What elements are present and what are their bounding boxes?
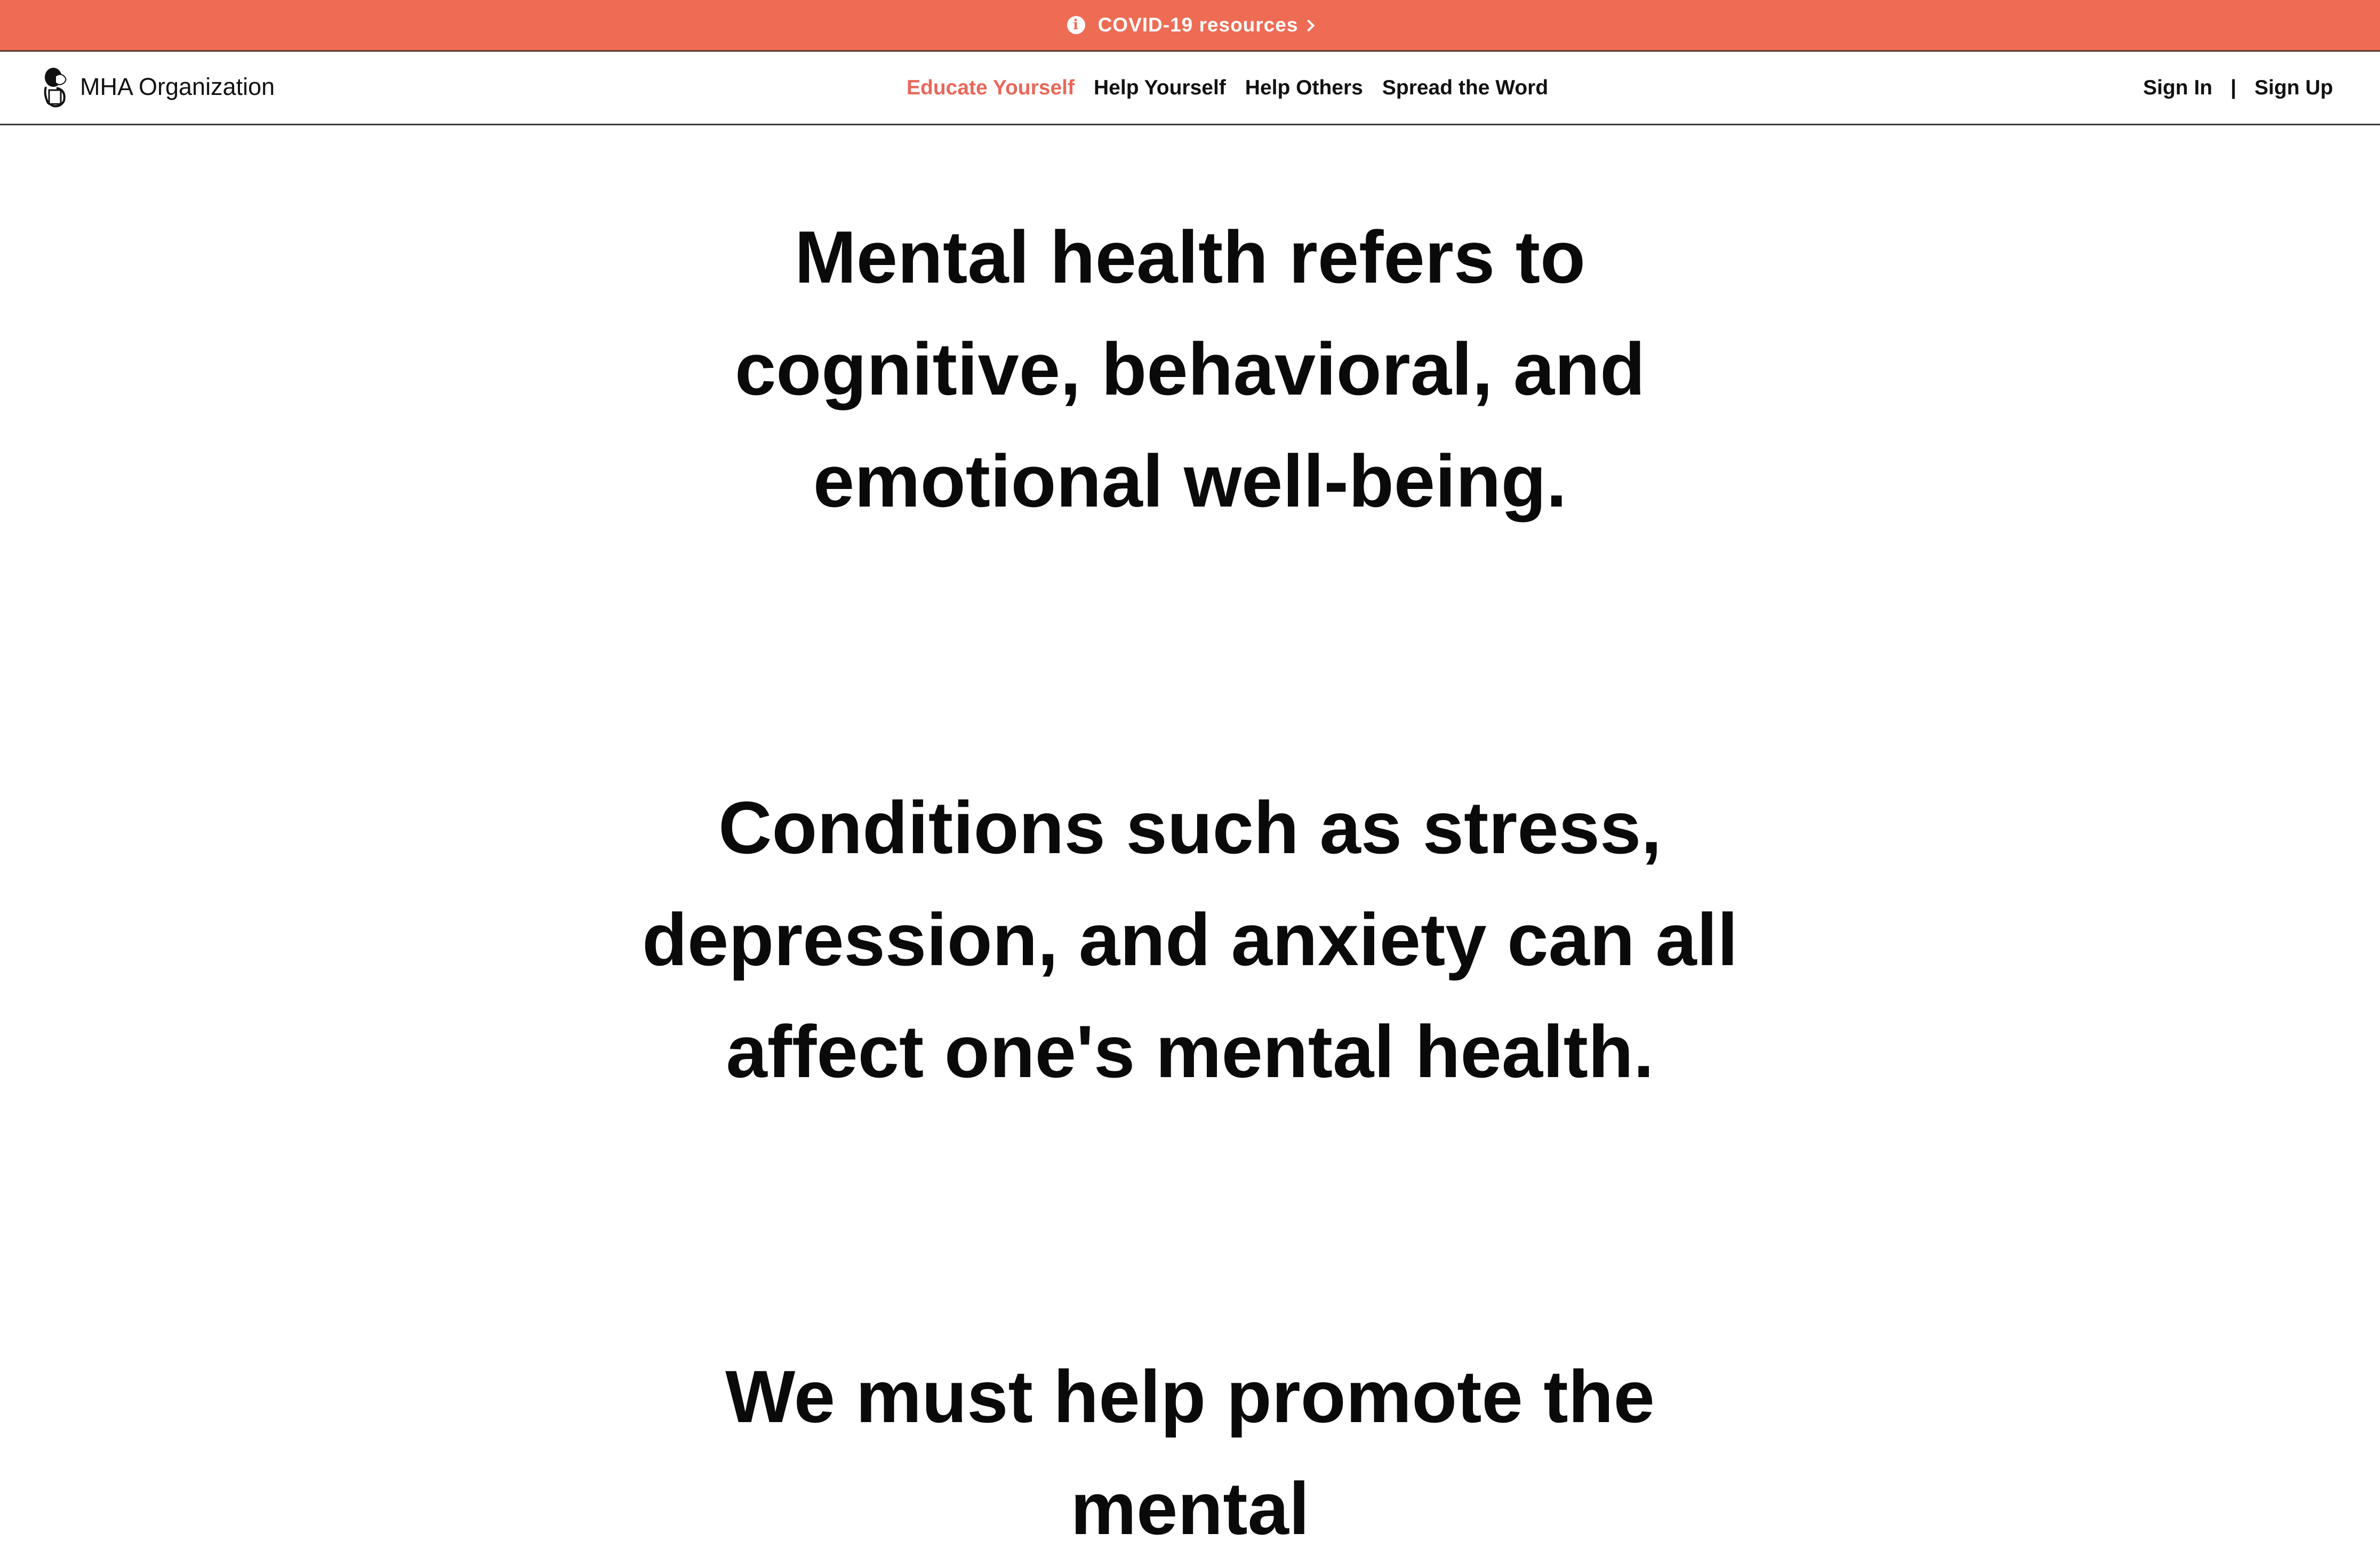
- sign-up-link[interactable]: Sign Up: [2254, 76, 2333, 99]
- mha-logo-icon: [41, 66, 73, 108]
- nav-help-others[interactable]: Help Others: [1245, 76, 1363, 99]
- nav-help-yourself[interactable]: Help Yourself: [1094, 76, 1226, 99]
- info-icon: i: [1067, 16, 1085, 34]
- statement-definition: Mental health refers to cognitive, behavioral, and emotional well-being.: [734, 216, 1646, 523]
- main-nav: [907, 52, 1567, 124]
- covid-resources-label: COVID-19 resources: [1097, 14, 1299, 36]
- auth-links: [2143, 52, 2333, 124]
- brand-home-link[interactable]: [41, 66, 275, 108]
- covid-banner: [0, 0, 2380, 52]
- statement-conditions: Conditions such as stress, depression, and anxiety can all affect one's mental health.: [642, 786, 1738, 1093]
- statement-promote: We must help promote the mental: [725, 1355, 1655, 1550]
- brand-name: MHA Organization: [80, 73, 275, 100]
- nav-educate-yourself[interactable]: Educate Yourself: [907, 76, 1075, 99]
- nav-spread-the-word[interactable]: Spread the Word: [1382, 76, 1549, 99]
- chevron-right-icon: [1303, 20, 1315, 32]
- sign-in-link[interactable]: Sign In: [2143, 76, 2213, 99]
- auth-separator: |: [2230, 76, 2237, 99]
- navbar: [0, 52, 2380, 125]
- covid-resources-link[interactable]: [1067, 14, 1313, 36]
